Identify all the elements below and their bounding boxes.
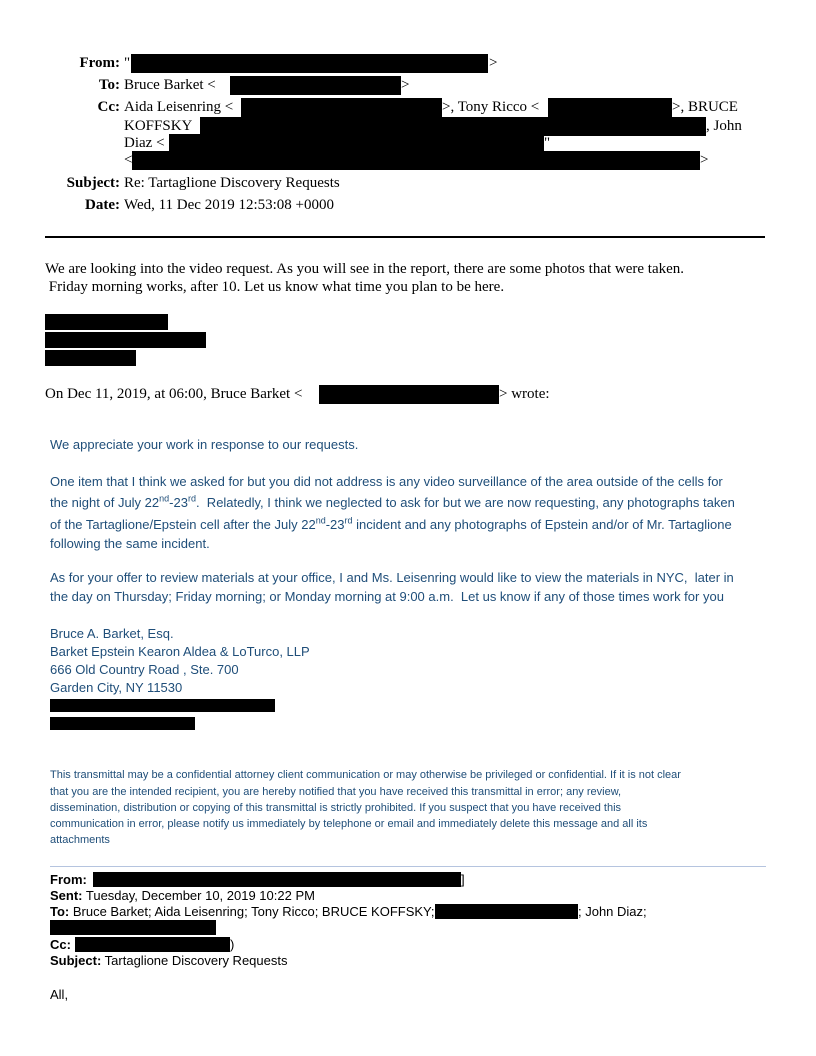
cc-line2-a: KOFFSKY — [124, 118, 193, 134]
redaction-box — [132, 151, 700, 170]
fwd-greeting: All, — [50, 987, 69, 1002]
date-label: Date: — [85, 197, 120, 213]
header-divider — [45, 236, 765, 238]
to-value: Bruce Barket < — [124, 77, 216, 93]
reply-line-1: We are looking into the video request. As you will see in the report, there are some photos that were taken. — [45, 261, 685, 277]
quoted-p2-line-2: the night of July 22nd-23rd. Relatedly, I think we neglected to ask for but we are now requesting, any photographs taken — [50, 493, 735, 510]
cc-line4-b: > — [700, 152, 709, 168]
from-value-suffix: > — [489, 55, 498, 71]
fwd-from: From: — [50, 872, 87, 887]
quote-intro: On Dec 11, 2019, at 06:00, Bruce Barket < — [45, 386, 303, 402]
fwd-to-suffix: ; John Diaz; — [578, 904, 647, 919]
signature-address-2: Garden City, NY 11530 — [50, 680, 183, 695]
signature-name: Bruce A. Barket, Esq. — [50, 626, 174, 641]
fwd-from-suffix: ] — [461, 872, 465, 887]
subject-value: Re: Tartaglione Discovery Requests — [124, 175, 340, 191]
fwd-cc: Cc: — [50, 937, 71, 952]
forward-divider — [50, 866, 766, 867]
quoted-paragraph-1: We appreciate your work in response to our requests. — [50, 437, 359, 452]
signature-redaction — [50, 717, 195, 730]
signature-firm: Barket Epstein Kearon Aldea & LoTurco, LLP — [50, 644, 310, 659]
cc-line4-a: < — [124, 152, 133, 168]
redaction-box — [50, 920, 216, 935]
reply-line-2: Friday morning works, after 10. Let us know what time you plan to be here. — [45, 279, 505, 295]
signature-redaction — [50, 699, 275, 712]
redaction-box — [131, 54, 488, 73]
redaction-box — [548, 98, 672, 117]
fwd-to: To: Bruce Barket; Aida Leisenring; Tony Ricco; BRUCE KOFFSKY; — [50, 904, 435, 919]
redaction-box — [230, 76, 401, 95]
disclaimer-line-2: that you are the intended recipient, you are hereby notified that you have received this transmittal in error; any review, — [50, 786, 622, 798]
signature-redaction — [45, 332, 206, 348]
signature-address-1: 666 Old Country Road , Ste. 700 — [50, 662, 239, 677]
disclaimer-line-1: This transmittal may be a confidential attorney client communication or may otherwise be privileged or confidential. If it is not clear — [50, 769, 681, 781]
cc-line1-b: >, Tony Ricco < — [442, 99, 540, 115]
cc-line3-b: " — [544, 135, 551, 151]
to-label: To: — [98, 77, 120, 93]
cc-label: Cc: — [97, 99, 120, 115]
quote-intro-suffix: > wrote: — [499, 386, 550, 402]
redaction-box — [435, 904, 578, 919]
cc-line2-b: , John — [706, 118, 742, 134]
disclaimer-line-3: dissemination, distribution or copying of this transmittal is strictly prohibited. If you suspect that you have received this — [50, 802, 622, 814]
fwd-cc-suffix: ) — [230, 937, 235, 952]
from-label: From: — [79, 55, 120, 71]
quoted-p3-line-2: the day on Thursday; Friday morning; or Monday morning at 9:00 a.m. Let us know if any of those times work for you — [50, 589, 724, 604]
signature-redaction — [45, 350, 136, 366]
disclaimer-line-4: communication in error, please notify us immediately by telephone or email and immediately delete this message and all its — [50, 818, 648, 830]
to-value-suffix: > — [401, 77, 410, 93]
cc-line1-a: Aida Leisenring < — [124, 99, 234, 115]
quoted-p2-line-4: following the same incident. — [50, 536, 210, 551]
fwd-sent: Sent: Tuesday, December 10, 2019 10:22 PM — [50, 888, 315, 903]
redaction-box — [93, 872, 461, 887]
redaction-box — [319, 385, 499, 404]
quoted-p2-line-3: of the Tartaglione/Epstein cell after the July 22nd-23rd incident and any photographs of Epstein and/or of Mr. Tartaglione — [50, 515, 732, 532]
quoted-p2-line-1: One item that I think we asked for but you did not address is any video surveillance of the area outside of the cells for — [50, 474, 723, 489]
fwd-subject: Subject: Tartaglione Discovery Requests — [50, 953, 288, 968]
from-value-prefix: " — [124, 55, 131, 71]
quoted-p3-line-1: As for your offer to review materials at your office, I and Ms. Leisenring would like to view the materials in NYC, later in — [50, 570, 734, 585]
redaction-box — [75, 937, 230, 952]
signature-redaction — [45, 314, 168, 330]
redaction-box — [241, 98, 442, 117]
cc-line1-c: >, BRUCE — [672, 99, 738, 115]
cc-line3-a: Diaz < — [124, 135, 165, 151]
disclaimer-line-5: attachments — [50, 834, 110, 846]
date-value: Wed, 11 Dec 2019 12:53:08 +0000 — [124, 197, 334, 213]
subject-label: Subject: — [66, 175, 120, 191]
